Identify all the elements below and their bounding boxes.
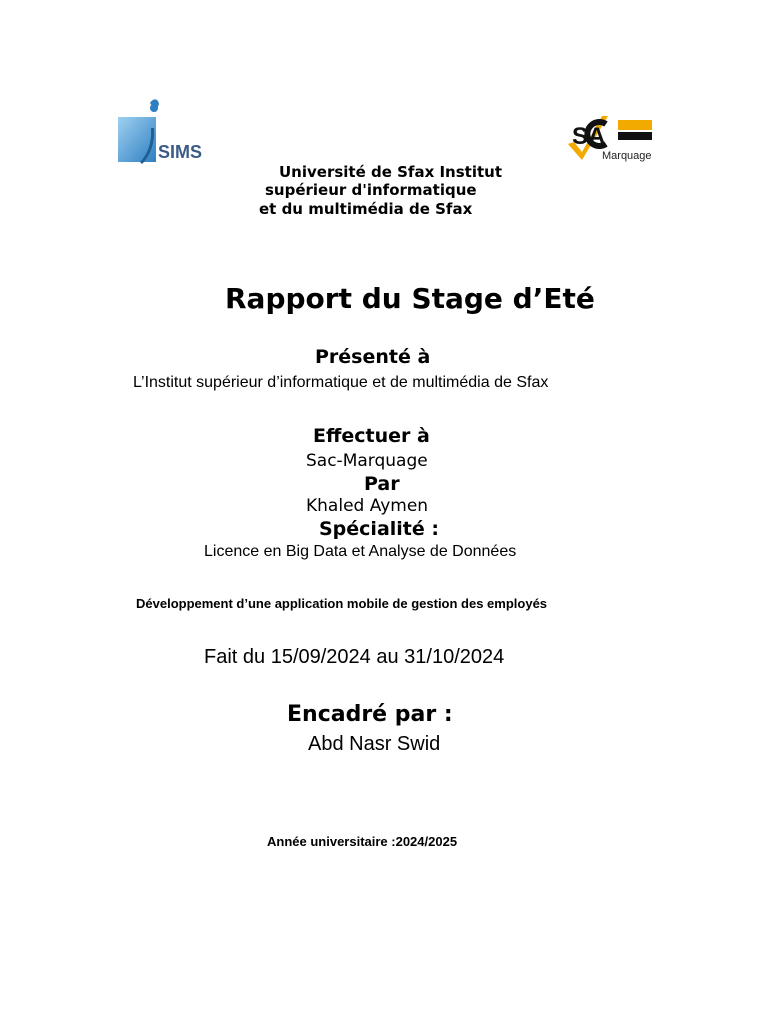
presented-value: L’Institut supérieur d’informatique et de multimédia de Sfax [133,374,549,391]
report-title: Rapport du Stage d’Eté [225,282,595,315]
performed-at-value: Sac-Marquage [306,451,428,471]
isims-logo [118,98,218,164]
sac-marquage-logo [566,108,662,174]
sac-logo-graphic [566,108,662,174]
internship-period: Fait du 15/09/2024 au 31/10/2024 [204,646,505,668]
university-name-line-1: Université de Sfax Institut [279,163,502,181]
university-name-line-2: supérieur d'informatique [265,181,477,199]
presented-label: Présenté à [315,346,431,368]
project-title: Développement d’une application mobile de gestion des employés [136,596,548,611]
author-label: Par [364,473,400,495]
supervisor-name: Abd Nasr Swid [308,733,441,755]
sac-logo-subtitle: Marquage [602,150,652,162]
svg-text:S: S [572,123,588,150]
university-name-line-3: et du multimédia de Sfax [259,200,473,218]
performed-at-label: Effectuer à [313,425,430,447]
speciality-label: Spécialité : [319,518,439,540]
isims-logo-text: SIMS [158,142,203,162]
supervisor-label: Encadré par : [287,702,453,727]
speciality-value: Licence en Big Data et Analyse de Données [204,543,517,560]
svg-text:A: A [588,123,606,150]
academic-year: Année universitaire :2024/2025 [267,834,458,849]
author-name: Khaled Aymen [306,496,429,516]
